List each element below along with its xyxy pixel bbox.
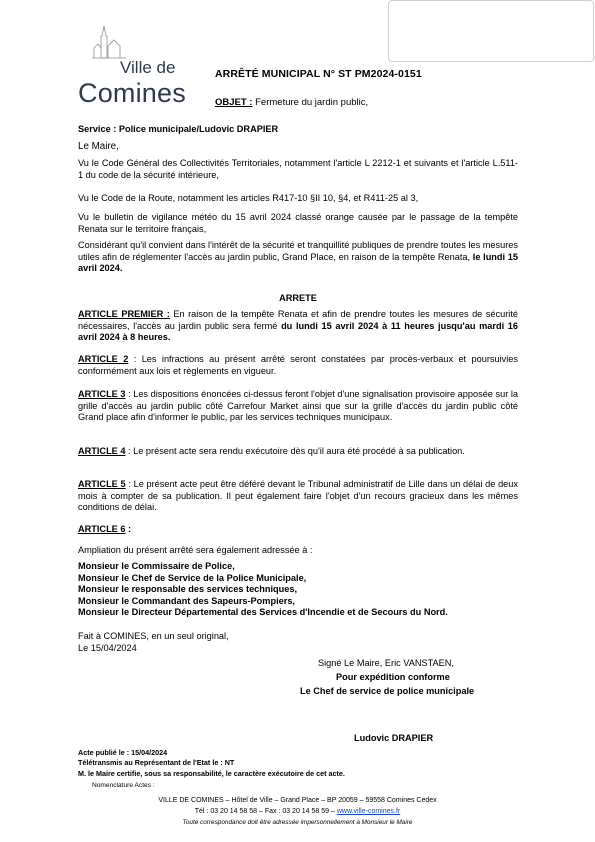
recipient-item: Monsieur le Chef de Service de la Police Municipale, [78, 572, 307, 583]
preamble-vu-meteo: Vu le bulletin de vigilance météo du 15 avril 2024 classé orange causée par le passage de la tempête Renata sur le territoire français, [78, 212, 518, 234]
article-premier-label: ARTICLE PREMIER : [78, 309, 170, 319]
article-3-text: : Les dispositions énoncées ci-dessus feront l'objet d'une signalisation provisoire apposée sur la grille d'accès au jardin public côté Carrefour Market ainsi que sur la grille d'accès du jardin public côté Grand place afin d'informer le public, par les services techniques municipaux. [78, 389, 518, 423]
signature-name: Ludovic DRAPIER [354, 733, 434, 743]
fait-place: Fait à COMINES, en un seul original, [78, 631, 229, 641]
recipient-item: Monsieur le Commissaire de Police, [78, 561, 235, 571]
article-5 [78, 479, 518, 514]
signature-signe: Signé Le Maire, Eric VANSTAEN, [318, 658, 454, 668]
article-premier-text: En raison de la tempête Renata et afin de prendre toutes les mesures de sécurité nécessaires, l'accès au jardin public sera fermé [78, 309, 518, 331]
objet-text: Fermeture du jardin public, [252, 97, 369, 108]
footer-website-link[interactable]: www.ville-comines.fr [336, 808, 401, 815]
objet-line [215, 97, 368, 108]
considerant-date: le lundi 15 avril 2024. [78, 251, 518, 274]
recipient-item: Monsieur le Directeur Départemental des Services d'Incendie et de Secours du Nord. [78, 607, 448, 618]
article-2 [78, 354, 518, 377]
note-teletransmis: Télétransmis au Représentant de l'Etat le : NT [78, 758, 235, 767]
footer-notice: Toute correspondance doit être adressée impersonnellement à Monsieur le Maire [182, 819, 413, 826]
note-certifie: M. le Maire certifie, sous sa responsabilité, le caractère exécutoire de cet acte. [78, 769, 345, 778]
objet-label: OBJET : [215, 97, 253, 108]
article-6-colon: : [125, 524, 132, 534]
logo-comines-text: Comines [78, 78, 186, 108]
recipient-item: Monsieur le Commandant des Sapeurs-Pompiers, [78, 595, 295, 606]
article-2-text: : Les infractions au présent arrêté seront constatées par procès-verbaux et poursuivies conformément aux lois et règlements en vigueur. [78, 354, 518, 376]
considerant-text: Considérant qu'il convient dans l'intérêt de la sécurité et tranquillité publiques de prendre toutes les mesures utiles afin de réglementer l'accès au jardin public, Grand Place, en raison de la tempête Renata, [78, 240, 518, 262]
article-6-label: ARTICLE 6 [78, 524, 126, 534]
signature-chef: Le Chef de service de police municipale [300, 686, 475, 696]
article-4-text: : Le présent acte sera rendu exécutoire dès qu'il aura été procédé à sa publication. [125, 446, 465, 456]
article-2-label: ARTICLE 2 [78, 354, 129, 364]
note-publie: Acte publié le : 15/04/2024 [78, 748, 168, 757]
footer-contact [0, 808, 595, 815]
article-5-text: : Le présent acte peut être déféré devant le Tribunal administratif de Lille dans un délai de deux mois à compter de sa publication. Il peut également faire l'objet d'un recours gracieux dans les mêmes conditions de délai. [78, 479, 518, 513]
article-4-label: ARTICLE 4 [78, 446, 126, 456]
preamble-considerant [78, 240, 518, 275]
article-4 [78, 446, 518, 458]
footer-phone-fax: Tél : 03 20 14 58 58 – Fax : 03 20 14 58 59 – [194, 808, 337, 815]
signature-pour: Pour expédition conforme [336, 672, 450, 682]
article-premier-dates: du lundi 15 avril 2024 à 11 heures jusqu'au mardi 16 avril 2024 à 8 heures. [78, 320, 518, 343]
article-5-label: ARTICLE 5 [78, 479, 126, 489]
page-title: ARRÊTÉ MUNICIPAL N° ST PM2024-0151 [215, 68, 422, 80]
article-6 [78, 524, 518, 536]
preamble-vu-cgct: Vu le Code Général des Collectivités Territoriales, notamment l'article L 2212-1 et suivants et l'article L.511-1 du code de la sécurité intérieure, [78, 158, 518, 180]
recipient-list [78, 561, 518, 619]
footer-address: VILLE DE COMINES – Hôtel de Ville – Grand Place – BP 20059 – 59558 Comines Cedex [158, 797, 437, 804]
recipient-item: Monsieur le responsable des services techniques, [78, 584, 298, 595]
stamp-box [388, 0, 594, 62]
church-icon [90, 24, 130, 60]
service-line: Service : Police municipale/Ludovic DRAPIER [78, 124, 279, 134]
logo-ville-text: Ville de [120, 58, 176, 77]
article-3-label: ARTICLE 3 [78, 389, 126, 399]
preamble-vu-route: Vu le Code de la Route, notamment les articles R417-10 §II 10, §4, et R411-25 al 3, [78, 193, 419, 203]
article-3 [78, 389, 518, 424]
note-nomenclature: Nomenclature Actes : [92, 782, 155, 789]
preamble-maire: Le Maire, [78, 141, 119, 152]
fait-date: Le 15/04/2024 [78, 643, 137, 653]
ampliation-line: Ampliation du présent arrêté sera également adressée à : [78, 545, 313, 555]
article-premier [78, 309, 518, 344]
city-logo [78, 24, 198, 108]
arrete-heading: ARRETE [279, 293, 317, 303]
